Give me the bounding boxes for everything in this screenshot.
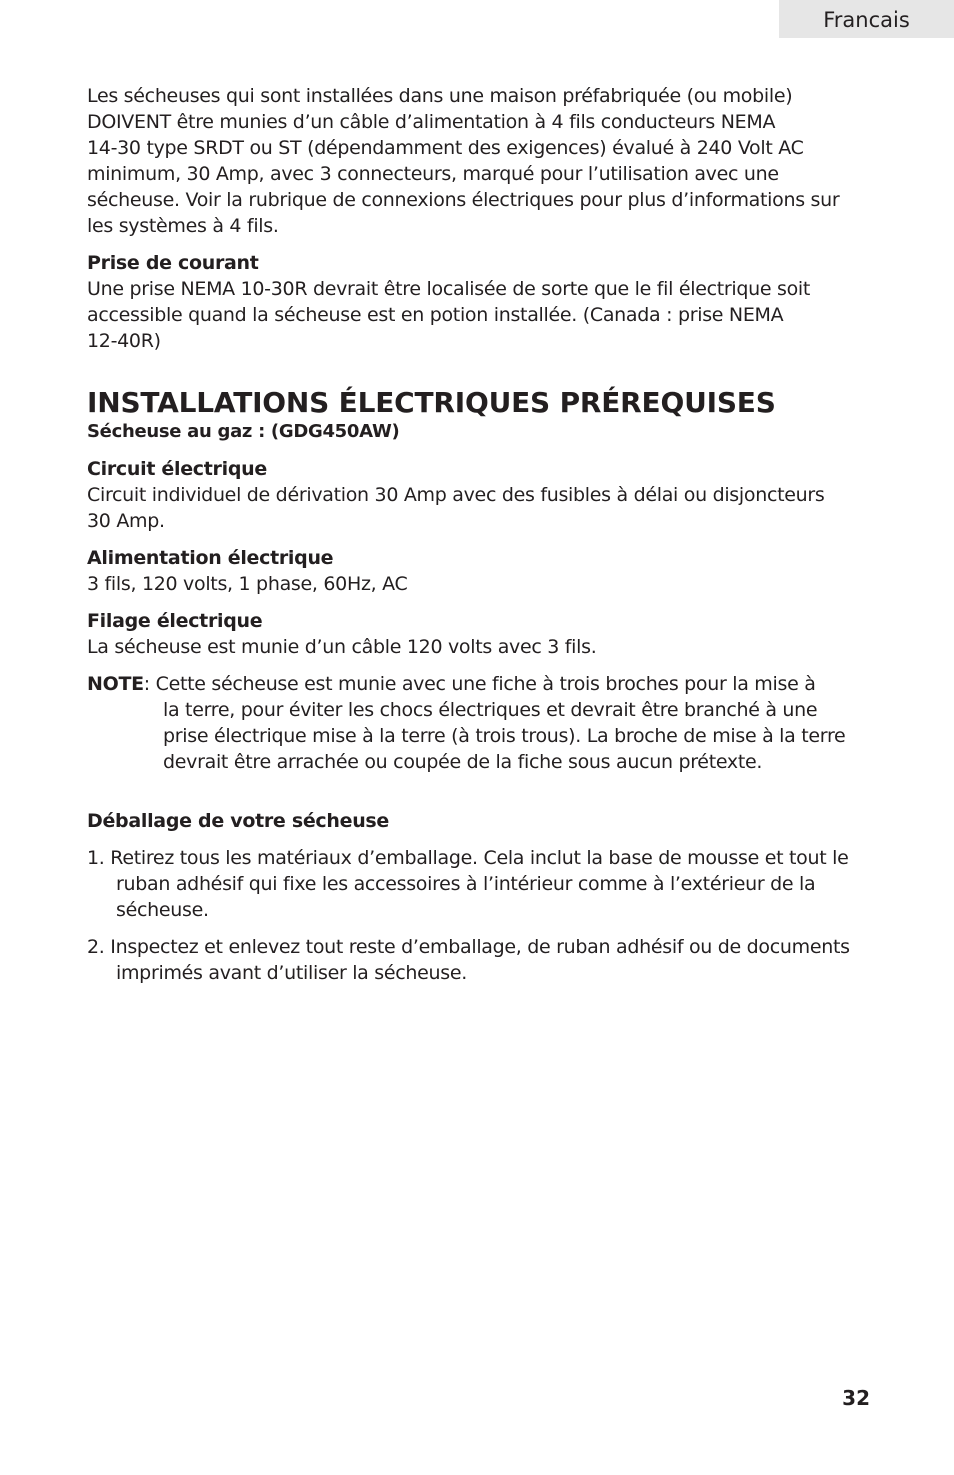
power-title: Alimentation électrique [87,547,334,569]
note-label: NOTE [87,673,144,695]
intro-line: Les sécheuses qui sont installées dans une maison préfabriquée (ou mobile) [87,85,793,107]
note-first-text: : Cette sécheuse est munie avec une fiche à trois broches pour la mise à [143,673,816,695]
gas-dryer-subheading: Sécheuse au gaz : (GDG450AW) [87,421,400,442]
page-content [87,83,877,997]
note-line: devrait être arrachée ou coupée de la fiche sous aucun prétexte. [163,751,763,773]
intro-line: les systèmes à 4 fils. [87,215,279,237]
note-block [87,671,877,775]
note-line: la terre, pour éviter les chocs électriques et devrait être branché à une [163,699,818,721]
note-line: prise électrique mise à la terre (à trois trous). La broche de mise à la terre [163,725,846,747]
list-item: 1. Retirez tous les matériaux d’emballage. Cela inclut la base de mousse et tout le ruban adhésif qui fixe les accessoires à l’intérieur comme à l’extérieur de la sécheuse. [87,847,849,921]
intro-line: 14-30 type SRDT ou ST (dépendamment des exigences) évalué à 240 Volt AC [87,137,804,159]
language-tab: Francais [779,0,954,38]
circuit-line: 30 Amp. [87,510,165,532]
power-section [87,545,877,597]
note-first-line [87,671,877,697]
outlet-line: Une prise NEMA 10-30R devrait être localisée de sorte que le fil électrique soit [87,278,811,300]
unpacking-title: Déballage de votre sécheuse [87,810,390,832]
wiring-text: La sécheuse est munie d’un câble 120 volts avec 3 fils. [87,636,597,658]
circuit-line: Circuit individuel de dérivation 30 Amp avec des fusibles à délai ou disjoncteurs [87,484,825,506]
wiring-section [87,608,877,660]
page-number: 32 [842,1386,870,1410]
intro-paragraph [87,83,877,239]
list-item: 2. Inspectez et enlevez tout reste d’emballage, de ruban adhésif ou de documents imprimés avant d’utiliser la sécheuse. [87,936,850,984]
outlet-title: Prise de courant [87,252,259,274]
outlet-line: 12-40R) [87,330,161,352]
outlet-line: accessible quand la sécheuse est en potion installée. (Canada : prise NEMA [87,304,784,326]
power-text: 3 fils, 120 volts, 1 phase, 60Hz, AC [87,573,408,595]
intro-line: sécheuse. Voir la rubrique de connexions électriques pour plus d’informations sur [87,189,840,211]
circuit-title: Circuit électrique [87,458,267,480]
outlet-section [87,250,877,354]
circuit-section [87,456,877,534]
wiring-title: Filage électrique [87,610,263,632]
intro-line: DOIVENT être munies d’un câble d’alimentation à 4 fils conducteurs NEMA [87,111,776,133]
electrical-heading: INSTALLATIONS ÉLECTRIQUES PRÉREQUISES [87,386,776,419]
intro-line: minimum, 30 Amp, avec 3 connecteurs, marqué pour l’utilisation avec une [87,163,779,185]
